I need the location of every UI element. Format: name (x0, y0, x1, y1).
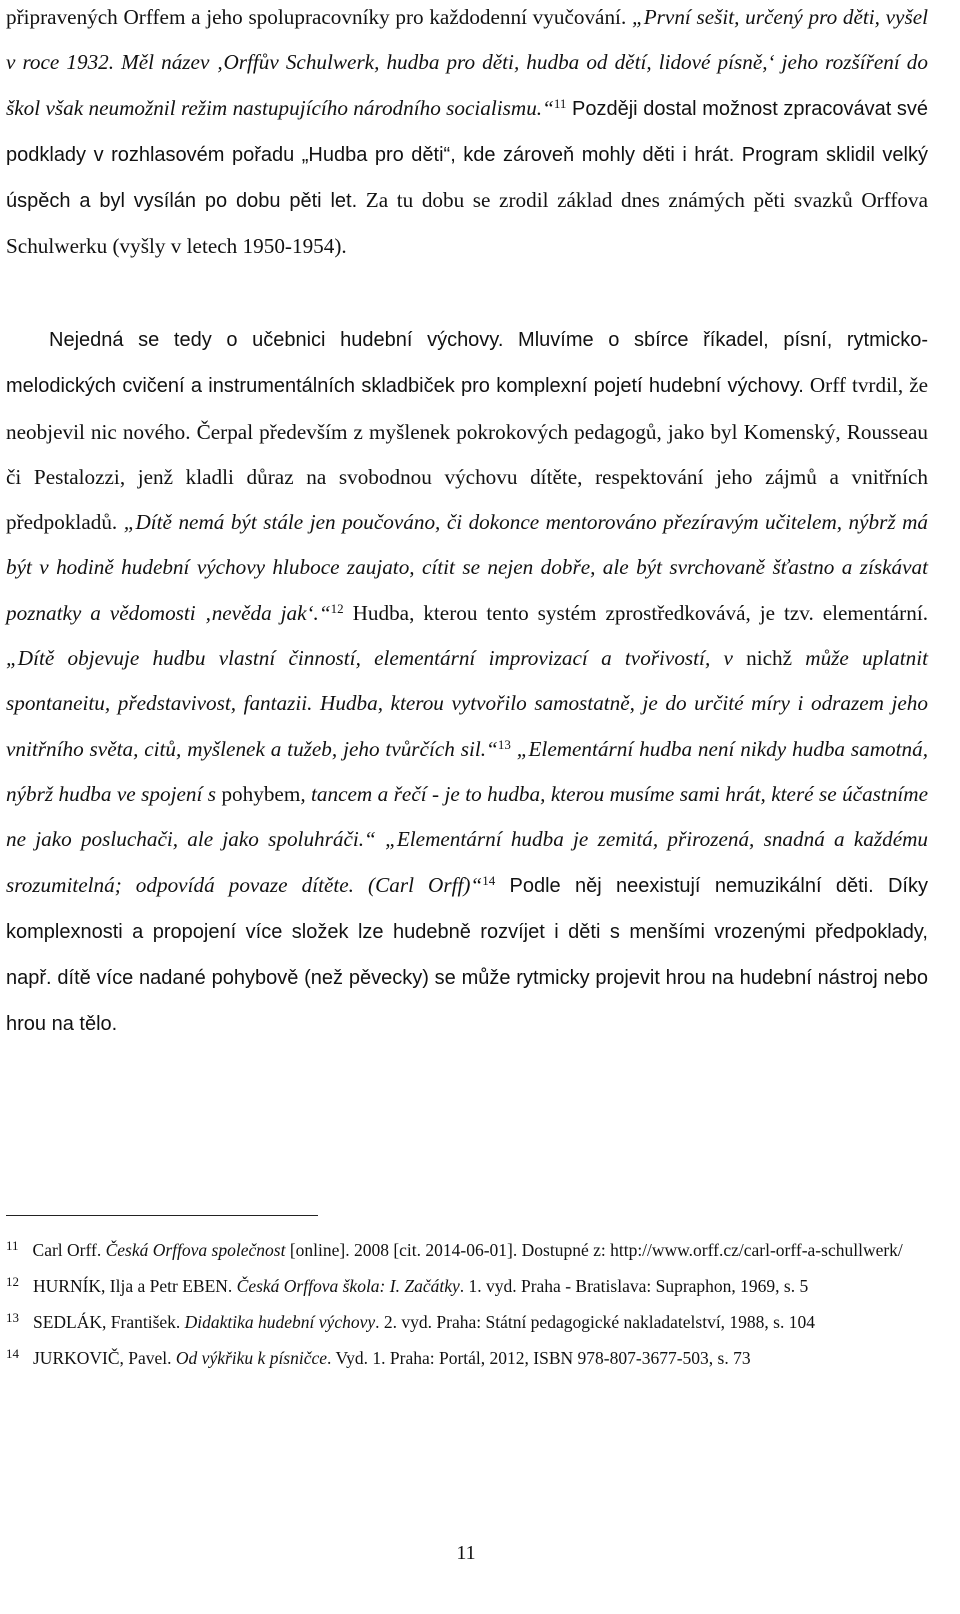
footnote-number: 14 (6, 1346, 19, 1361)
footnotes (6, 1232, 928, 1376)
footnote-14 (6, 1340, 928, 1376)
footnote-ref-12: 12 (330, 600, 344, 616)
footnote-title: Didaktika hudební výchovy (184, 1312, 376, 1332)
footnote-text: JURKOVIČ, Pavel. (33, 1348, 176, 1368)
footnote-number: 12 (6, 1274, 19, 1289)
footnote-text: [online]. 2008 [cit. 2014-06-01]. Dostupné z: http://www.orff.cz/carl-orff-a-schullwerk/ (285, 1240, 903, 1260)
sentence: Později dostal možnost zpracovávat své podklady v rozhlasovém pořadu „Hudba pro děti“, kde zároveň mohly děti i hrát. (6, 97, 928, 166)
sentence: Hudba, kterou tento systém zprostředkovává, je tzv. elementární. (343, 600, 929, 625)
footnote-11 (6, 1232, 928, 1268)
footnote-title: Česká Orffova škola: I. Začátky (236, 1276, 460, 1296)
sentence: připravených Orffem a jeho spolupracovníky pro každodenní vyučování. (6, 5, 632, 29)
paragraph-2 (6, 317, 928, 1048)
sentence: Mluvíme o sbírce říkadel, písní, rytmicko-melodických cvičení a instrumentálních skladbiček pro komplexní pojetí hudební výchovy. (6, 329, 928, 398)
sentence: Orff tvrdil, že neobjevil nic nového. Čerpal především z myšlenek pokrokových pedagogů, jako byl Komenský, Rousseau či Pestalozzi, jenž kladli důraz na svobodnou výchovu dítěte, respektování jeho zájmů a vnitřních předpokladů. (6, 373, 928, 535)
paragraph-1 (6, 0, 928, 270)
page-number: 11 (456, 1542, 476, 1564)
footnote-text: . 1. vyd. Praha - Bratislava: Supraphon, 1969, s. 5 (459, 1276, 809, 1296)
quotation: „Dítě nemá být stále jen poučováno, či dokonce mentorováno přezíravým učitelem, nýbrž má být v hodině hudební výchovy hluboce zaujato, cítit se nejen dobře, ale být svrchovaně šťastno a získávat poznatky a vědomosti ‚nevěda jak‘.“ (6, 510, 928, 625)
sentence: Podle něj neexistují nemuzikální děti. Díky komplexnosti a propojení více složek lze hudebně rozvíjet i děti s menšími vrozenými předpoklady, např. dítě více nadané pohybově (než pěvecky) se může rytmicky projevit hrou na hudební nástroj nebo hrou na tělo. (6, 874, 928, 1036)
footnote-text: . 2. vyd. Praha: Státní pedagogické nakladatelství, 1988, s. 104 (375, 1312, 815, 1332)
sentence: Nejedná se tedy o učebnici hudební výchovy. (49, 329, 504, 351)
quotation: „První sešit, určený pro děti, vyšel v roce 1932. Měl název ‚Orffův Schulwerk, hudba pro děti, hudba od dětí, lidové písně,‘ jeho rozšíření do škol však neumožnil režim nastupujícího národního socialismu.“ (6, 5, 928, 120)
footnote-ref-14: 14 (482, 872, 496, 888)
footnote-12 (6, 1268, 928, 1304)
footnote-number: 13 (6, 1310, 19, 1325)
footnote-number: 11 (6, 1238, 19, 1253)
quotation: , tancem a řečí - je to hudba, kterou musíme sami hrát, které se účastníme ne jako posluchači, ale jako spoluhráči.“ „Elementární hudba je zemitá, přirozená, snadná a každému srozumitelná; odpovídá povaze dítěte. (Carl Orff)“ (6, 781, 928, 897)
quotation: může uplatnit spontaneitu, představivost, fantazii. Hudba, kterou vytvořilo samostatně, je do určité míry i odrazem jeho vnitřního světa, citů, myšlenek a tužeb, jeho tvůrčích sil.“ (6, 646, 928, 761)
footnote-text: SEDLÁK, František. (33, 1312, 185, 1332)
quotation-word: nichž (746, 646, 793, 671)
footnote-13 (6, 1304, 928, 1340)
footnote-text: HURNÍK, Ilja a Petr EBEN. (33, 1276, 237, 1296)
footnote-title: Česká Orffova společnost (105, 1240, 286, 1260)
footnote-text: . Vyd. 1. Praha: Portál, 2012, ISBN 978-807-3677-503, s. 73 (327, 1348, 751, 1368)
sentence: Za tu dobu se zrodil základ dnes známých pěti svazků Orffova Schulwerku (vyšly v letech 1950-1954). (6, 188, 928, 259)
quotation: „Dítě objevuje hudbu vlastní činností, elementární improvizací a tvořivostí, v (6, 646, 747, 671)
quotation-word: pohybem (221, 781, 301, 806)
sentence: Program sklidil velký úspěch a byl vysílán po dobu pěti let. (6, 143, 928, 213)
footnote-title: Od výkřiku k písničce (175, 1348, 328, 1368)
footnote-ref-13: 13 (497, 736, 511, 752)
footnote-separator (6, 1215, 318, 1216)
quotation: „Elementární hudba není nikdy hudba samotná, nýbrž hudba ve spojení s (6, 736, 928, 806)
footnote-ref-11: 11 (553, 95, 567, 111)
footnote-text: Carl Orff. (32, 1240, 106, 1260)
